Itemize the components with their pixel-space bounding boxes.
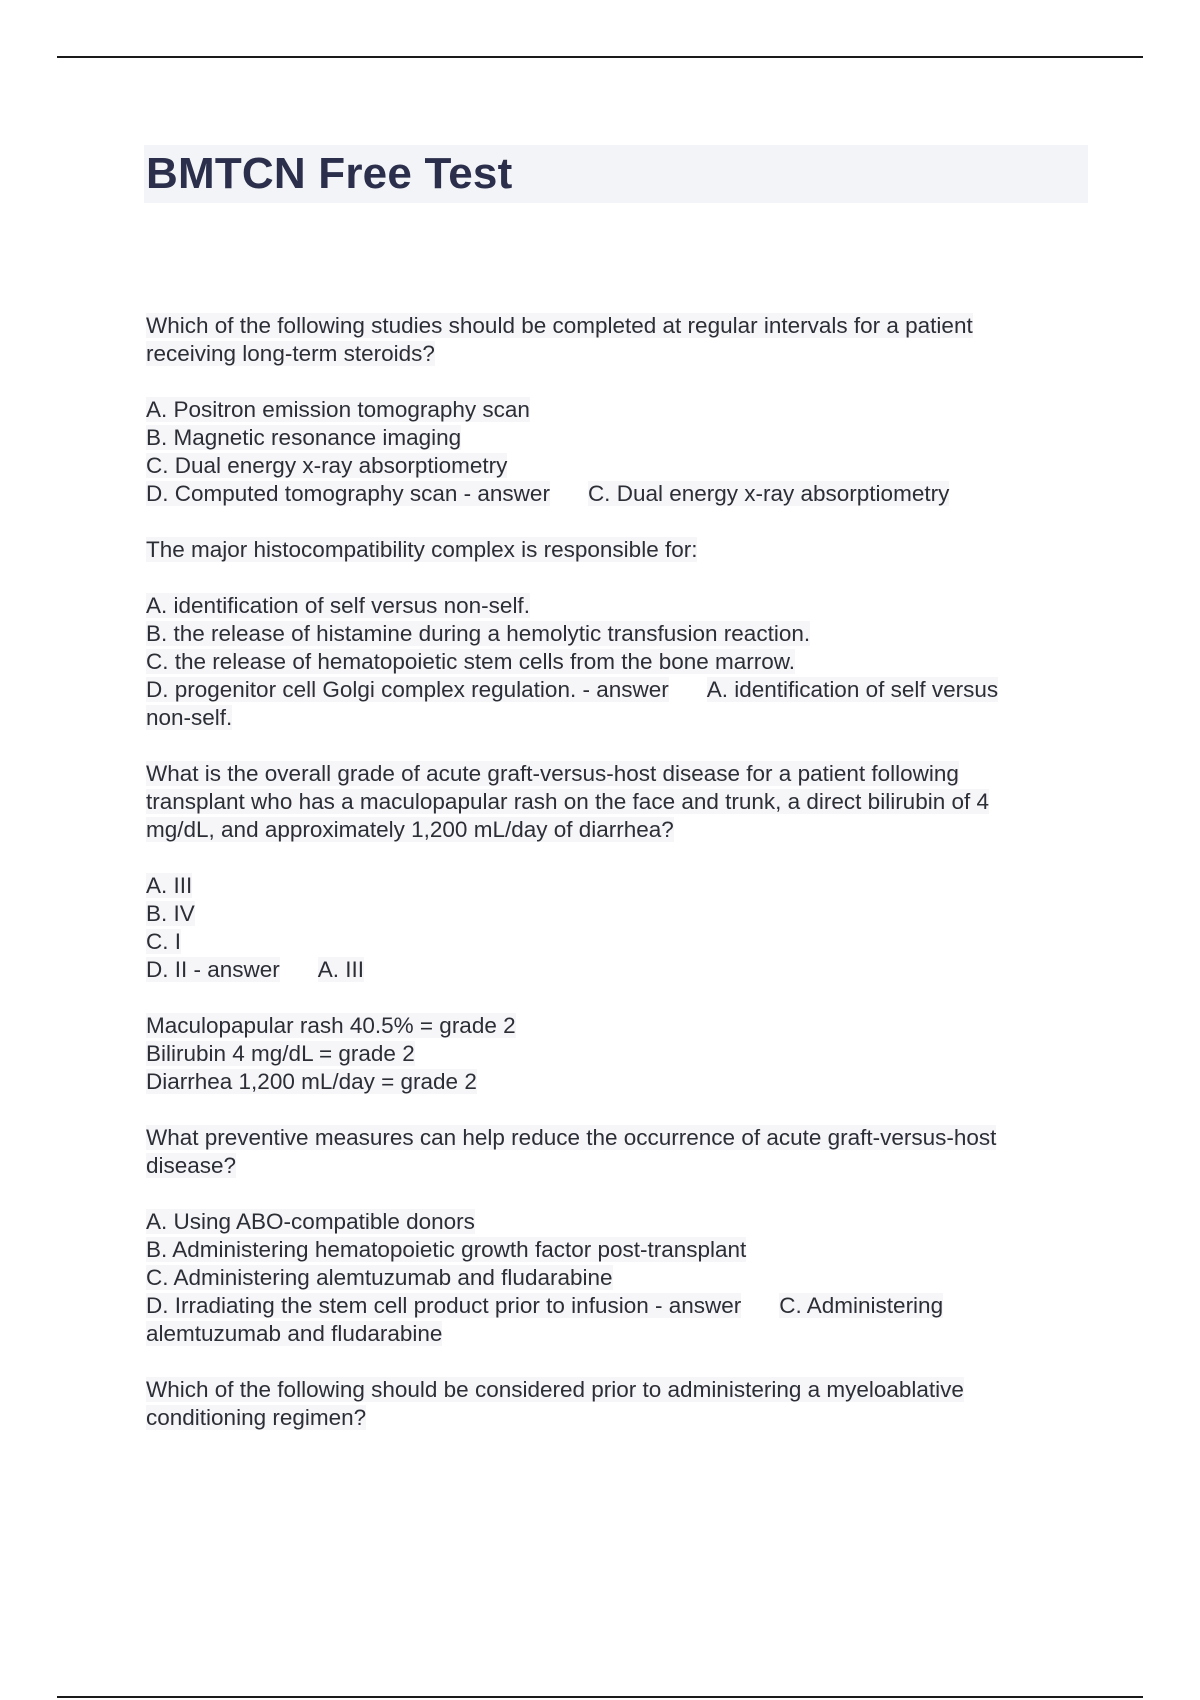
- option-c: C. Administering alemtuzumab and fludarabine: [146, 1265, 613, 1290]
- question-4-options: [146, 1208, 1086, 1348]
- rationale-line: Diarrhea 1,200 mL/day = grade 2: [146, 1069, 477, 1094]
- stem-line: What is the overall grade of acute graft-versus-host disease for a patient following: [146, 761, 959, 786]
- option-a: A. identification of self versus non-self.: [146, 593, 530, 618]
- answer-continuation: non-self.: [146, 705, 233, 730]
- option-d-with-answer: D. II - answer A. III: [146, 957, 365, 982]
- question-5-stem: [146, 1376, 1086, 1432]
- header-rule: [57, 56, 1143, 58]
- stem-line: Which of the following should be considered prior to administering a myeloablative: [146, 1377, 964, 1402]
- question-4-stem: [146, 1124, 1086, 1180]
- stem-line: The major histocompatibility complex is responsible for:: [146, 537, 698, 562]
- question-1-stem: [146, 312, 1086, 368]
- answer-text: A. III: [317, 957, 365, 982]
- option-c: C. the release of hematopoietic stem cells from the bone marrow.: [146, 649, 796, 674]
- answer-text: C. Administering: [779, 1293, 944, 1318]
- answer-text: C. Dual energy x-ray absorptiometry: [587, 481, 950, 506]
- option-a: A. Positron emission tomography scan: [146, 397, 530, 422]
- question-2-options: [146, 592, 1086, 732]
- answer-continuation: alemtuzumab and fludarabine: [146, 1321, 443, 1346]
- stem-line: What preventive measures can help reduce the occurrence of acute graft-versus-host: [146, 1125, 997, 1150]
- question-2-stem: [146, 536, 1086, 564]
- stem-line: mg/dL, and approximately 1,200 mL/day of diarrhea?: [146, 817, 674, 842]
- option-b: B. Magnetic resonance imaging: [146, 425, 462, 450]
- question-3-options: [146, 872, 1086, 984]
- option-d-with-answer: D. progenitor cell Golgi complex regulation. - answer A. identification of self versus: [146, 677, 999, 702]
- footer-rule: [57, 1696, 1143, 1698]
- option-a: A. III: [146, 873, 193, 898]
- stem-line: Which of the following studies should be completed at regular intervals for a patient: [146, 313, 973, 338]
- option-d-with-answer: D. Irradiating the stem cell product prior to infusion - answer C. Administering: [146, 1293, 944, 1318]
- answer-text: A. identification of self versus: [706, 677, 999, 702]
- document-body: [146, 312, 1086, 1432]
- stem-line: transplant who has a maculopapular rash on the face and trunk, a direct bilirubin of 4: [146, 789, 990, 814]
- option-a: A. Using ABO-compatible donors: [146, 1209, 475, 1234]
- option-b: B. Administering hematopoietic growth factor post-transplant: [146, 1237, 747, 1262]
- stem-line: receiving long-term steroids?: [146, 341, 435, 366]
- option-d-with-answer: D. Computed tomography scan - answer C. Dual energy x-ray absorptiometry: [146, 481, 950, 506]
- option-c: C. I: [146, 929, 182, 954]
- option-b: B. IV: [146, 901, 195, 926]
- document-title: BMTCN Free Test: [146, 149, 513, 198]
- rationale-line: Bilirubin 4 mg/dL = grade 2: [146, 1041, 415, 1066]
- stem-line: disease?: [146, 1153, 237, 1178]
- rationale: [146, 1012, 1086, 1096]
- rationale-line: Maculopapular rash 40.5% = grade 2: [146, 1013, 516, 1038]
- option-c: C. Dual energy x-ray absorptiometry: [146, 453, 508, 478]
- question-3-stem: [146, 760, 1086, 844]
- option-b: B. the release of histamine during a hemolytic transfusion reaction.: [146, 621, 811, 646]
- question-1-options: [146, 396, 1086, 508]
- stem-line: conditioning regimen?: [146, 1405, 367, 1430]
